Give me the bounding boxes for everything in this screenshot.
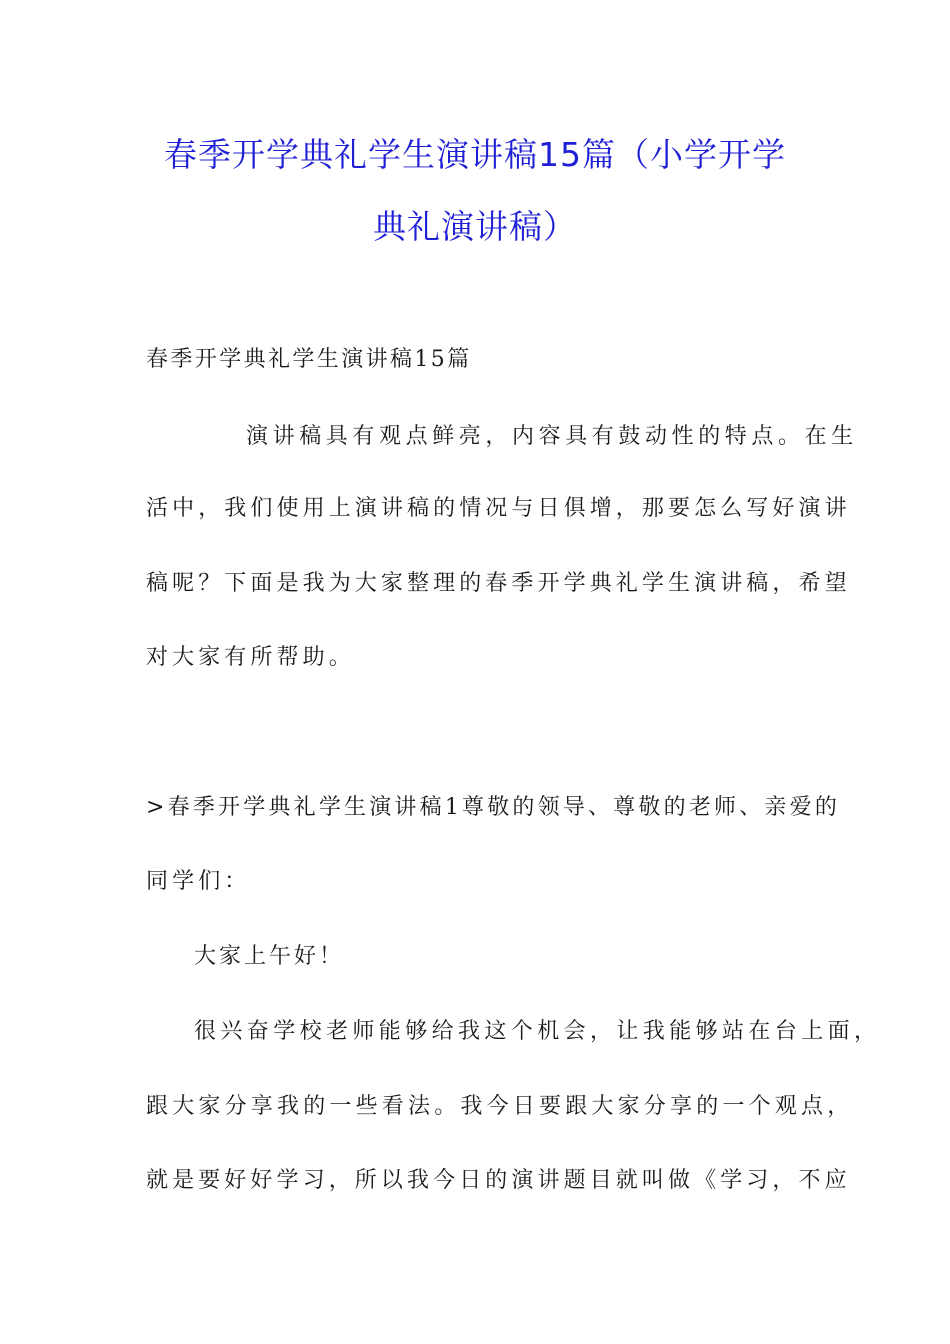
body-line-2: 跟大家分享我的一些看法。我今日要跟大家分享的一个观点， — [146, 1094, 854, 1119]
document-title-line-1: 春季开学典礼学生演讲稿15篇（小学开学 — [164, 135, 786, 174]
intro-line-2: 活中，我们使用上演讲稿的情况与日俱增，那要怎么写好演讲 — [146, 496, 851, 521]
intro-line-4: 对大家有所帮助。 — [146, 645, 355, 670]
body-line-1: 很兴奋学校老师能够给我这个机会，让我能够站在台上面， — [194, 1019, 881, 1044]
intro-line-3: 稿呢？下面是我为大家整理的春季开学典礼学生演讲稿，希望 — [146, 571, 851, 596]
greeting-line: 大家上午好！ — [194, 944, 345, 969]
document-subtitle: 春季开学典礼学生演讲稿15篇 — [146, 347, 472, 372]
body-line-3: 就是要好好学习，所以我今日的演讲题目就叫做《学习，不应 — [146, 1168, 851, 1193]
intro-line-1: 演讲稿具有观点鲜亮，内容具有鼓动性的特点。在生 — [246, 424, 858, 449]
section-1-line-1: >春季开学典礼学生演讲稿1尊敬的领导、尊敬的老师、亲爱的 — [146, 795, 841, 820]
section-1-line-2: 同学们： — [146, 869, 251, 894]
document-title-line-2: 典礼演讲稿） — [373, 207, 577, 246]
